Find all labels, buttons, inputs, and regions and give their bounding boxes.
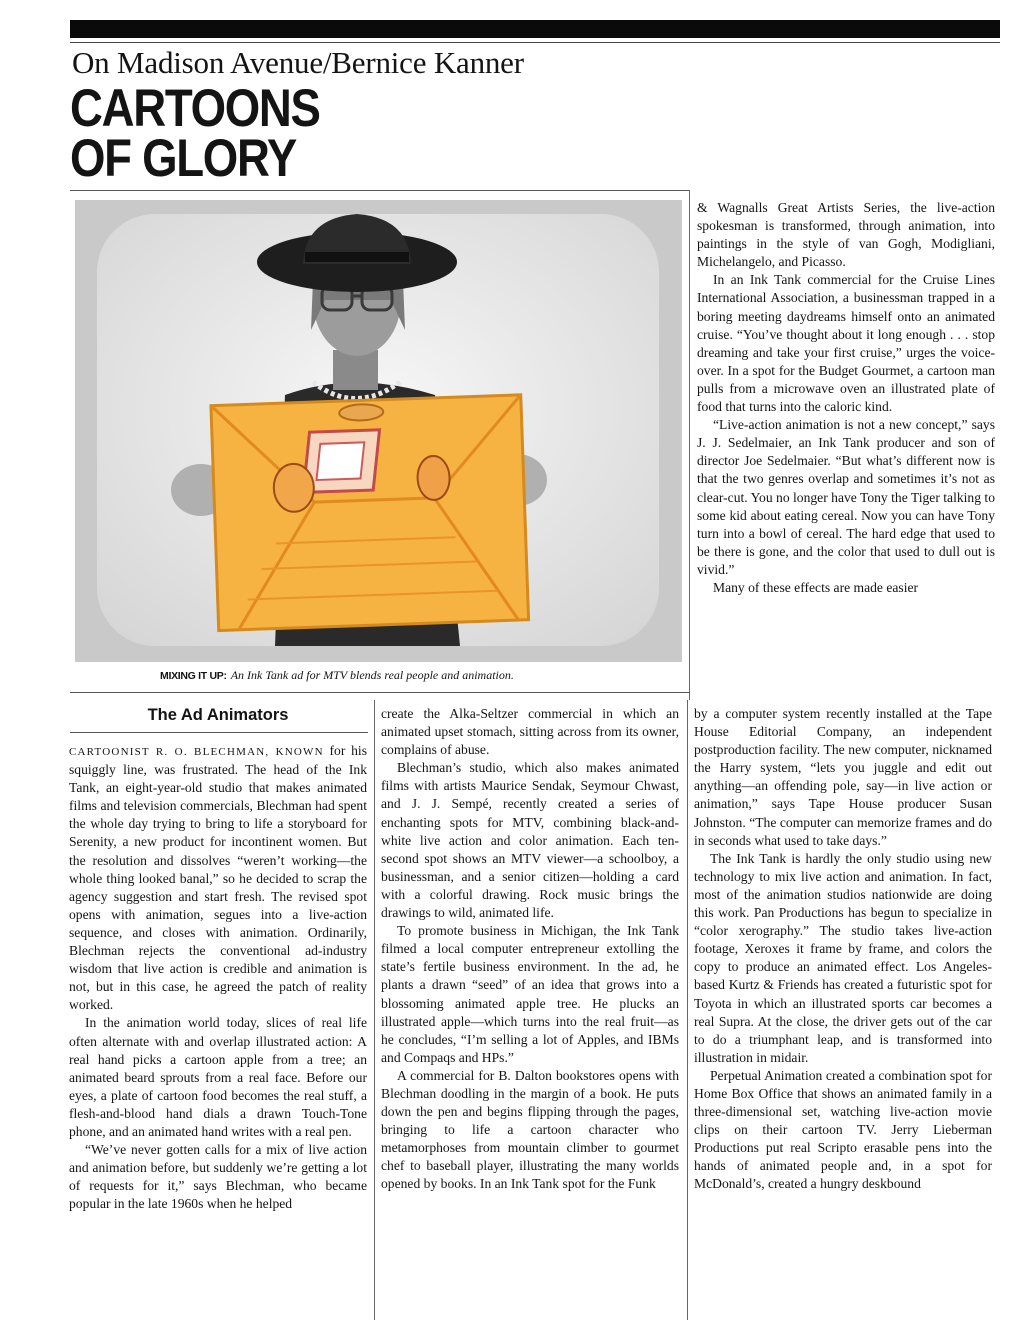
caption-text: An Ink Tank ad for MTV blends real people and animation. [230, 668, 514, 682]
paragraph: “Live-action animation is not a new concept,” says J. J. Sedelmaier, an Ink Tank producer and son of director Joe Sedelmaier. “But what’s different now is that the two genres overlap and sometimes it’s not as clear-cut. You no longer have Tony the Tiger talking to some kid about eating cereal. Now you can have Tony turn into a bowl of cereal. The hard edge that used to be there is gone, and the color that used to dull out is vivid.” [697, 417, 995, 577]
paragraph: create the Alka-Seltzer commercial in which an animated upset stomach, sitting across from its owner, complains of abuse. [381, 706, 679, 758]
headline [70, 79, 320, 188]
headline-line-1: CARTOONS [70, 79, 320, 138]
lead-in: CARTOONIST R. O. BLECHMAN, KNOWN [69, 746, 324, 758]
article-column-3 [694, 705, 992, 1194]
column-kicker: On Madison Avenue/Bernice Kanner [72, 45, 524, 80]
paragraph: Many of these effects are made easier [713, 579, 919, 595]
paragraph: The Ink Tank is hardly the only studio using new technology to mix live action and animation. In fact, most of the animation studios nationwide are doing this work. Pan Productions has begun to specialize in “color xerography.” The studio takes live-action footage, Xeroxes it frame by frame, and colors the copy to produce an animated effect. Los Angeles-based Kurtz & Friends has created a futuristic spot for Toyota in which an illustrated sports car becomes a real Supra. At the close, the driver gets out of the car to do a triumphant leap, and is transformed into illustration in midair. [694, 850, 992, 1065]
paragraph: A commercial for B. Dalton bookstores opens with Blechman doodling in the margin of a book. He puts down the pen and begins flipping through the pages, bringing to life a cartoon character who metamorphoses from mountain climber to gourmet chef to baseball player, illustrating the many worlds opened by books. In an Ink Tank spot for the Funk [381, 1067, 679, 1192]
section-title: The Ad Animators [147, 706, 289, 724]
headline-bottom-rule [70, 190, 690, 191]
article-column-1 [69, 742, 367, 1213]
paragraph: In an Ink Tank commercial for the Cruise Lines International Association, a businessman trapped in a boring meeting daydreams himself onto an animated cruise. “You’ve thought about it long enough . . . stop dreaming and take your first cruise,” urges the voice-over. In a spot for the Budget Gourmet, a cartoon man pulls from a microwave oven an illustrated plate of food that turns into the caloric kind. [697, 272, 995, 415]
photo-divider [689, 190, 690, 700]
article-column-right-top [697, 199, 995, 597]
paragraph: by a computer system recently installed at the Tape House Editorial Company, an independent postproduction facility. The new computer, nicknamed the Harry system, “lets you juggle and edit out anything—an offending pole, say—in live action or animation,” says Tape House producer Susan Johnston. “The computer can memorize frames and do in seconds what used to take days.” [694, 706, 992, 848]
column-divider-2 [687, 700, 688, 1320]
paragraph: Perpetual Animation created a combination spot for Home Box Office that shows an animated family in a three-dimensional set, watching live-action movie clips on their cartoon TV. Jerry Lieberman Productions put real Scripto erasable pens into the hands of animated people and, in a spot for McDonald’s, created a hungry deskbound [694, 1067, 992, 1192]
masthead-thin-rule [70, 42, 1000, 43]
paragraph-text: for his squiggly line, was frustrated. The head of the Ink Tank, an eight-year-old studio that makes animated films and television commercials, Blechman had spent the whole day trying to bring to life a storyboard for Serenity, a new product for incontinent women. But the resolution and dissolves “weren’t working—the whole thing looked banal,” so he decided to scrap the agency suggestion and start fresh. The revised spot opens with animation, segues into a live-action sequence, and closes with animation. Ordinarily, Blechman rejects the conventional ad-industry wisdom that live action is credible and animation is not, but in this case, he agreed the patch of reality worked. [69, 743, 367, 1013]
paragraph: “We’ve never gotten calls for a mix of live action and animation before, but suddenly we’re getting a lot of requests for it,” says Blechman, who became popular in the late 1960s when he helped [69, 1142, 367, 1212]
paragraph: In the animation world today, slices of real life often alternate with and overlap illustrated action: A real hand picks a cartoon apple from a tree; an animated beard sprouts from a real face. Before our eyes, a plate of cartoon food becomes the real stuff, a flesh-and-blood hand dials a drawn Touch-Tone phone, and an animated hand writes with a real pen. [69, 1015, 367, 1139]
caption-bottom-rule [70, 692, 690, 693]
paragraph [69, 742, 367, 1014]
sidebar-title-rule [70, 732, 368, 733]
headline-line-2: OF GLORY [70, 129, 297, 188]
tv-photo-woman-holding-cartoon-icon [75, 200, 682, 662]
masthead-rule [70, 20, 1000, 38]
article-photo [75, 200, 682, 662]
paragraph: Blechman’s studio, which also makes animated films with artists Maurice Sendak, Seymour Chwast, and J. J. Sempé, recently created a series of enchanting spots for MTV, combining black-and-white live action and color animation. Each ten-second spot shows an MTV viewer—a schoolboy, a businessman, and a senior citizen—holding a card with a colorful drawing. Rock music brings the drawings to wild, animated life. [381, 760, 679, 921]
caption-label: MIXING IT UP: [160, 670, 227, 682]
column-divider-1 [374, 700, 375, 1320]
paragraph: To promote business in Michigan, the Ink Tank filmed a local computer entrepreneur extolling the state’s fertile business environment. In the ad, he plants a drawn “seed” of an idea that grows into a blossoming animated apple tree. He plucks an illustrated apple—which turns into the real fruit—as he concludes, “I’m selling a lot of Apples, and IBMs and Compaqs and HPs.” [381, 923, 679, 1065]
paragraph: & Wagnalls Great Artists Series, the live-action spokesman is transformed, through animation, into paintings in the style of van Gogh, Modigliani, Michelangelo, and Picasso. [697, 200, 995, 270]
photo-caption [160, 667, 680, 684]
article-column-2 [381, 705, 679, 1194]
